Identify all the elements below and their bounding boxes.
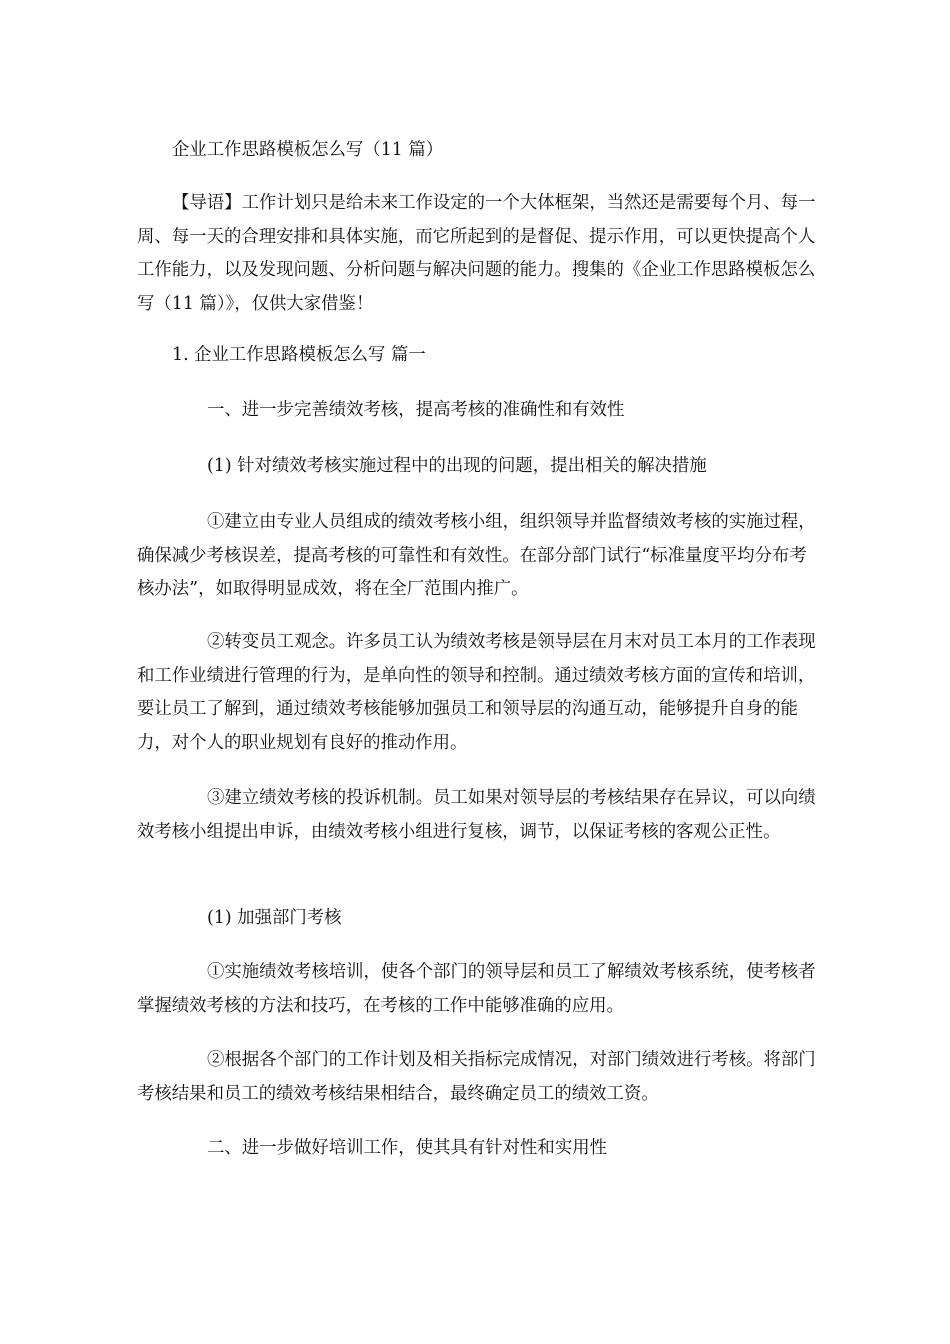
intro-paragraph: 【导语】工作计划只是给未来工作设定的一个大体框架，当然还是需要每个月、每一周、每一天的合理安排和具体实施，而它所起到的是督促、提示作用，可以更快提高个人工作能力，以及发现问题、分析问题与解决问题的能力。搜集的《企业工作思路模板怎么写（11 篇）》，仅供大家借鉴！ (137, 193, 816, 314)
document-title: 企业工作思路模板怎么写（11 篇） (172, 140, 444, 160)
body-paragraph-4: ①实施绩效考核培训，使各个部门的领导层和员工了解绩效考核系统，使考核者掌握绩效考核的方法和技巧，在考核的工作中能够准确的应用。 (137, 962, 816, 1016)
body-paragraph-1: ①建立由专业人员组成的绩效考核小组，组织领导并监督绩效考核的实施过程，确保减少考核误差，提高考核的可靠性和有效性。在部分部门试行“标准量度平均分布考核办法”，如取得明显成效，将在全厂范围内推广。 (137, 512, 816, 599)
body-paragraph-2: ②转变员工观念。许多员工认为绩效考核是领导层在月末对员工本月的工作表现和工作业绩进行管理的行为，是单向性的领导和控制。通过绩效考核方面的宣传和培训，要让员工了解到，通过绩效考核能够加强员工和领导层的沟通互动，能够提升自身的能力，对个人的职业规划有良好的推动作用。 (137, 632, 816, 753)
subheading-1: (1) 针对绩效考核实施过程中的出现的问题，提出相关的解决措施 (207, 456, 707, 476)
subheading-2: (1) 加强部门考核 (207, 908, 342, 928)
item-heading-1: 一、进一步完善绩效考核，提高考核的准确性和有效性 (207, 400, 625, 420)
body-paragraph-5: ②根据各个部门的工作计划及相关指标完成情况，对部门绩效进行考核。将部门考核结果和员工的绩效考核结果相结合，最终确定员工的绩效工资。 (137, 1050, 816, 1104)
section-heading: 1. 企业工作思路模板怎么写 篇一 (172, 345, 426, 365)
body-paragraph-3: ③建立绩效考核的投诉机制。员工如果对领导层的考核结果存在异议，可以向绩效考核小组提出申诉，由绩效考核小组进行复核，调节，以保证考核的客观公正性。 (137, 788, 816, 842)
item-heading-2: 二、进一步做好培训工作，使其具有针对性和实用性 (207, 1138, 607, 1158)
